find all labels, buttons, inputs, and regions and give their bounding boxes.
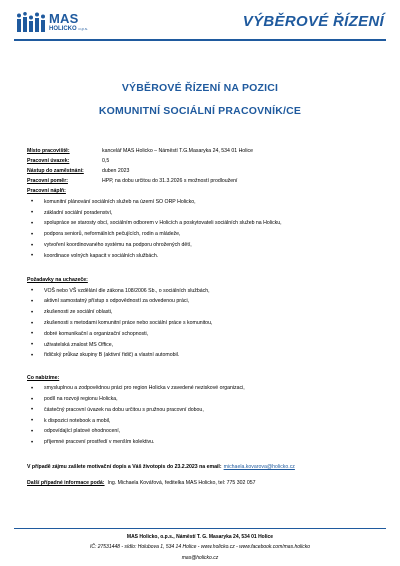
list-item: • řidičský průkaz skupiny B (aktivní řidič) a vlastní automobil.	[27, 351, 382, 362]
detail-row	[27, 147, 382, 157]
email-link[interactable]: michaela.kovarova@holicko.cz	[223, 463, 295, 470]
list-item: • uživatelská znalost MS Office,	[27, 340, 382, 351]
detail-value: duben 2023	[102, 168, 130, 175]
list-item: • dobré komunikační a organizační schopnosti,	[27, 329, 382, 340]
list-item: • koordinace volných kapacit v sociálních službách.	[27, 251, 382, 262]
footer-address: MAS Holicko, o.p.s., Náměstí T. G. Masaryka 24, 534 01 Holice	[126, 534, 274, 540]
contact-text: V případě zájmu zašlete motivační dopis a Váš životopis do 23.2.2023 na email:	[27, 463, 222, 470]
napln-list	[27, 197, 382, 262]
logo-subtitle: HOLICKO o.p.s.	[49, 26, 89, 32]
list-item: • k dispozici notebook a mobil,	[27, 416, 382, 427]
footer-details: IČ: 27531448 - sídlo: Holubova 1, 534 14 Holice - www.holicko.cz - www.facebook.com/mas.holicko	[89, 544, 311, 550]
info-value: Ing. Michaela Kovářová, ředitelka MAS Holicko, tel: 775 302 057	[107, 479, 256, 486]
header	[0, 0, 400, 44]
page-title-line2: KOMUNITNÍ SOCIÁLNÍ PRACOVNÍK/CE	[98, 105, 302, 117]
list-item: • podpora seniorů, neformálních pečujících, rodin a mládeže,	[27, 229, 382, 240]
page-title-line1: VÝBĚROVÉ ŘÍZENÍ NA POZICI	[121, 82, 279, 94]
section-heading-pozadavky: Požadavky na uchazeče:	[27, 277, 88, 284]
detail-value: HPP, na dobu určitou do 31.3.2026 s možností prodloužení	[102, 178, 238, 185]
detail-row	[27, 167, 382, 177]
section-heading-napln: Pracovní náplň:	[27, 188, 66, 195]
detail-row	[27, 157, 382, 167]
list-item: • spolupráce se starosty obcí, sociálním odborem v Holicích a poskytovateli sociálních služeb na Holicku,	[27, 219, 382, 230]
list-item: • komunitní plánování sociálních služeb na území SO ORP Holicko,	[27, 197, 382, 208]
list-item: • podíl na rozvoji regionu Holicka,	[27, 394, 382, 405]
list-item: • vytvoření koordinovaného systému na podporu ohrožených dětí,	[27, 240, 382, 251]
header-divider	[14, 39, 386, 41]
list-item: • zkušenosti ze sociální oblasti,	[27, 307, 382, 318]
list-item: • základní sociální poradenství,	[27, 208, 382, 219]
detail-label: Pracovní úvazek:	[27, 158, 70, 165]
contact-line	[27, 462, 382, 472]
detail-row	[27, 177, 382, 187]
logo-name: MAS	[49, 11, 79, 26]
footer-email: mas@holicko.cz	[181, 555, 219, 561]
nabizime-list	[27, 383, 382, 448]
detail-value: 0,5	[102, 158, 110, 165]
list-item: • VOŠ nebo VŠ vzdělání dle zákona 108/2006 Sb., o sociálních službách,	[27, 286, 382, 297]
list-item: • zkušenosti s metodami komunitní práce nebo sociální práce s komunitou,	[27, 318, 382, 329]
detail-label: Místo pracoviště:	[27, 148, 70, 155]
list-item: • aktivní samostatný přístup s odpovědností za odvedenou práci,	[27, 297, 382, 308]
info-line	[27, 478, 382, 488]
pozadavky-list	[27, 286, 382, 362]
logo-figures-icon	[17, 12, 46, 32]
header-title: VÝBĚROVÉ ŘÍZENÍ	[242, 13, 384, 30]
list-item: • odpovídající platové ohodnocení,	[27, 427, 382, 438]
footer-divider	[14, 528, 386, 529]
mas-holicko-logo	[17, 12, 88, 32]
detail-value: kancelář MAS Holicko – Náměstí T.G.Masaryka 24, 534 01 Holice	[102, 148, 253, 155]
detail-label: Pracovní poměr:	[27, 178, 68, 185]
detail-label: Nástup do zaměstnání:	[27, 168, 84, 175]
list-item: • částečný pracovní úvazek na dobu určitou s pružnou pracovní dobou,	[27, 405, 382, 416]
section-heading-nabizime: Co nabízíme:	[27, 374, 60, 381]
info-label: Další případné informace podá:	[27, 479, 105, 486]
list-item: • smysluplnou a zodpovědnou práci pro region Holicka v zavedené neziskové organizaci,	[27, 383, 382, 394]
list-item: • příjemné pracovní prostředí v menším kolektivu.	[27, 437, 382, 448]
document-body	[27, 147, 382, 488]
